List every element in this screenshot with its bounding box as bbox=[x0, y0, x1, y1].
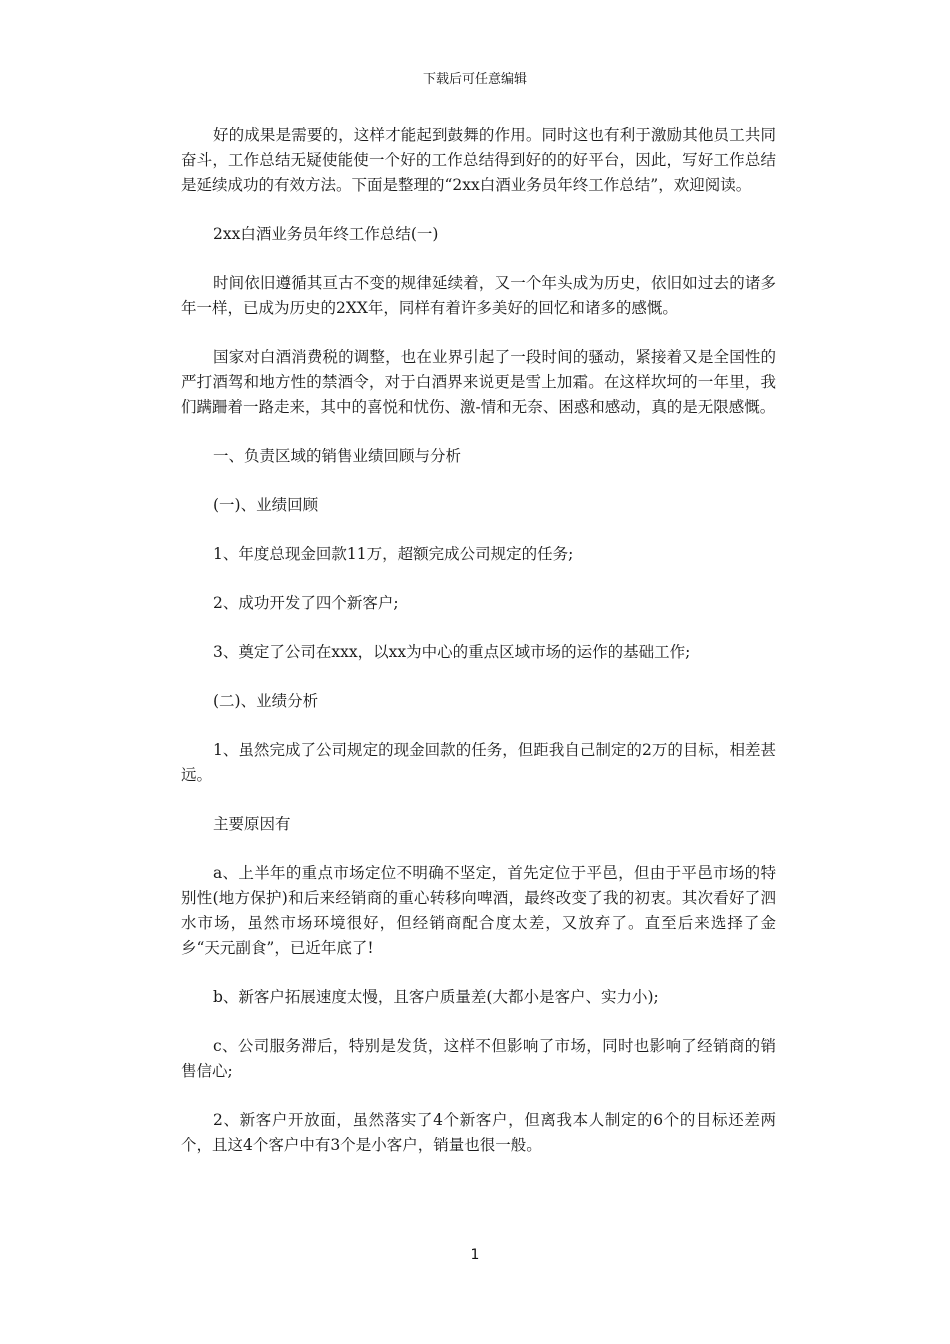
subsection-heading: (一)、业绩回顾 bbox=[213, 496, 319, 514]
page-header: 下载后可任意编辑 bbox=[422, 72, 527, 87]
paragraph: 主要原因有 bbox=[213, 815, 291, 833]
list-item: 1、虽然完成了公司规定的现金回款的任务，但距我自己制定的2万的目标，相差甚远。 bbox=[181, 741, 776, 784]
paragraph: 时间依旧遵循其亘古不变的规律延续着，又一个年头成为历史，依旧如过去的诸多年一样，已成为历史的2XX年，同样有着许多美好的回忆和诸多的感慨。 bbox=[181, 274, 776, 317]
list-item: 2、新客户开放面，虽然落实了4个新客户，但离我本人制定的6个的目标还差两个，且这4个客户中有3个是小客户，销量也很一般。 bbox=[181, 1111, 776, 1154]
document-body bbox=[181, 123, 776, 1182]
list-item: b、新客户拓展速度太慢，且客户质量差(大都小是客户、实力小); bbox=[213, 988, 659, 1006]
section-heading: 一、负责区域的销售业绩回顾与分析 bbox=[213, 447, 462, 465]
list-item: c、公司服务滞后，特别是发货，这样不但影响了市场，同时也影响了经销商的销售信心; bbox=[181, 1037, 776, 1080]
list-item: 1、年度总现金回款11万，超额完成公司规定的任务; bbox=[213, 545, 574, 563]
list-item: a、上半年的重点市场定位不明确不坚定，首先定位于平邑，但由于平邑市场的特别性(地方保护)和后来经销商的重心转移向啤酒，最终改变了我的初衷。其次看好了泗水市场，虽然市场环境很好，但经销商配合度太差，又放弃了。直至后来选择了金乡“天元副食”，已近年底了! bbox=[181, 864, 776, 957]
list-item: 2、成功开发了四个新客户; bbox=[213, 594, 399, 612]
section-title: 2xx白酒业务员年终工作总结(一) bbox=[213, 225, 439, 243]
intro-paragraph: 好的成果是需要的，这样才能起到鼓舞的作用。同时这也有利于激励其他员工共同奋斗，工作总结无疑使能使一个好的工作总结得到好的的好平台，因此，写好工作总结是延续成功的有效方法。下面是整理的“2xx白酒业务员年终工作总结”，欢迎阅读。 bbox=[181, 126, 776, 194]
page-number: 1 bbox=[470, 1247, 480, 1263]
list-item: 3、奠定了公司在xxx，以xx为中心的重点区域市场的运作的基础工作; bbox=[213, 643, 691, 661]
subsection-heading: (二)、业绩分析 bbox=[213, 692, 319, 710]
paragraph: 国家对白酒消费税的调整，也在业界引起了一段时间的骚动，紧接着又是全国性的严打酒驾和地方性的禁酒令，对于白酒界来说更是雪上加霜。在这样坎坷的一年里，我们蹒跚着一路走来，其中的喜悦和忧伤、激-情和无奈、困惑和感动，真的是无限感慨。 bbox=[181, 348, 776, 416]
